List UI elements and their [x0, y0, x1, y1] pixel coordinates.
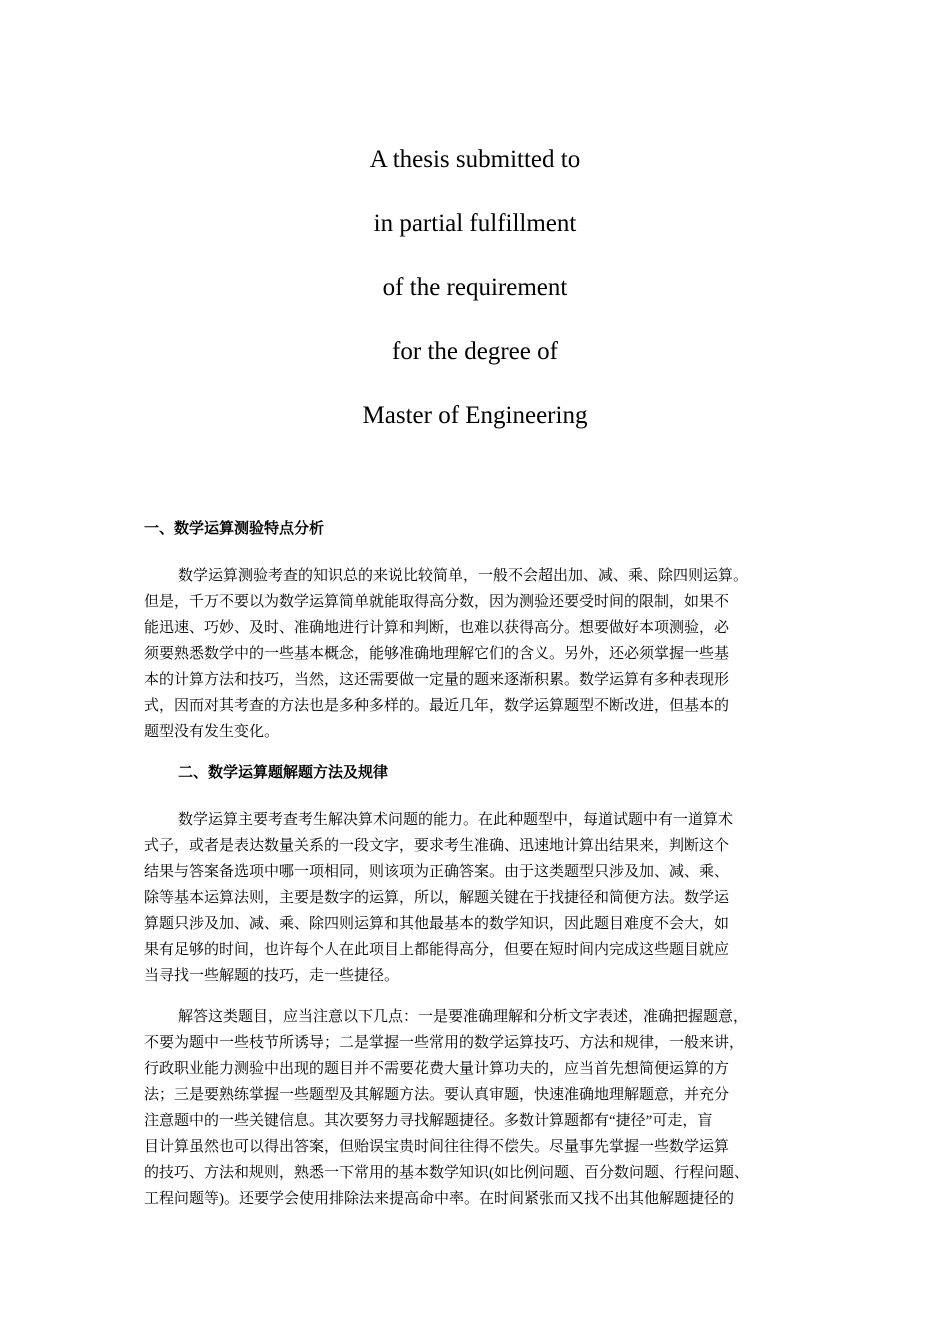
thesis-line: in partial fulfillment: [373, 210, 577, 237]
section-2-paragraph-1: [144, 807, 816, 989]
text-line: 结果与答案备选项中哪一项相同，则该项为正确答案。由于这类题型只涉及加、减、乘、: [144, 864, 730, 880]
text-line: 本的计算方法和技巧，当然，这还需要做一定量的题来逐渐积累。数学运算有多种表现形: [144, 672, 730, 688]
thesis-line: of the requirement: [382, 274, 568, 301]
text-line: 行政职业能力测验中出现的题目并不需要花费大量计算功夫的，应当首先想简便运算的方: [144, 1061, 730, 1077]
text-line: 当寻找一些解题的技巧，走一些捷径。: [144, 968, 400, 984]
text-line: 注意题中的一些关键信息。其次要努力寻找解题捷径。多数计算题都有“捷径”可走，盲: [144, 1113, 713, 1129]
text-line: 解答这类题目，应当注意以下几点：一是要准确理解和分析文字表述，准确把握题意，: [178, 1009, 749, 1025]
section-heading-2: 二、数学运算题解题方法及规律: [178, 765, 389, 781]
text-line: 除等基本运算法则，主要是数字的运算，所以，解题关键在于找捷径和简便方法。数学运: [144, 890, 730, 906]
text-line: 果有足够的时间，也许每个人在此项目上都能得高分，但要在短时间内完成这些题目就应: [144, 942, 730, 958]
text-line: 不要为题中一些枝节所诱导；二是掌握一些常用的数学运算技巧、方法和规律，一般来讲，: [144, 1035, 745, 1051]
text-line: 式，因而对其考查的方法也是多种多样的。最近几年，数学运算题型不断改进，但基本的: [144, 698, 730, 714]
paragraph: [144, 563, 816, 745]
text-line: 工程问题等)。还要学会使用排除法来提高命中率。在时间紧张而又找不出其他解题捷径的: [144, 1191, 734, 1207]
thesis-line: for the degree of: [392, 338, 558, 365]
text-line: 须要熟悉数学中的一些基本概念，能够准确地理解它们的含义。另外，还必须掌握一些基: [144, 646, 730, 662]
text-line: 数学运算测验考查的知识总的来说比较简单，一般不会超出加、减、乘、除四则运算。: [178, 568, 749, 584]
text-line: 算题只涉及加、减、乘、除四则运算和其他最基本的数学知识，因此题目难度不会大，如: [144, 916, 730, 932]
text-line: 目计算虽然也可以得出答案，但贻误宝贵时间往往得不偿失。尽量事先掌握一些数学运算: [144, 1139, 730, 1155]
thesis-statement: [0, 128, 950, 448]
section-1-paragraph: [144, 563, 816, 745]
text-line: 数学运算主要考查考生解决算术问题的能力。在此种题型中，每道试题中有一道算术: [178, 812, 734, 828]
thesis-line: Master of Engineering: [362, 402, 588, 429]
text-line: 但是，千万不要以为数学运算简单就能取得高分数，因为测验还要受时间的限制，如果不: [144, 594, 730, 610]
section-heading-1: 一、数学运算测验特点分析: [144, 521, 325, 537]
section-2-paragraph-2: [144, 1004, 816, 1212]
text-line: 的技巧、方法和规则，熟悉一下常用的基本数学知识(如比例问题、百分数问题、行程问题、: [144, 1165, 749, 1181]
paragraph: [144, 807, 816, 989]
text-line: 式子，或者是表达数量关系的一段文字，要求考生准确、迅速地计算出结果来，判断这个: [144, 838, 730, 854]
thesis-line: A thesis submitted to: [369, 146, 581, 173]
text-line: 能迅速、巧妙、及时、准确地进行计算和判断，也难以获得高分。想要做好本项测验，必: [144, 620, 730, 636]
paragraph: [144, 1004, 816, 1212]
text-line: 法；三是要熟练掌握一些题型及其解题方法。要认真审题，快速准确地理解题意，并充分: [144, 1087, 730, 1103]
text-line: 题型没有发生变化。: [144, 724, 280, 740]
